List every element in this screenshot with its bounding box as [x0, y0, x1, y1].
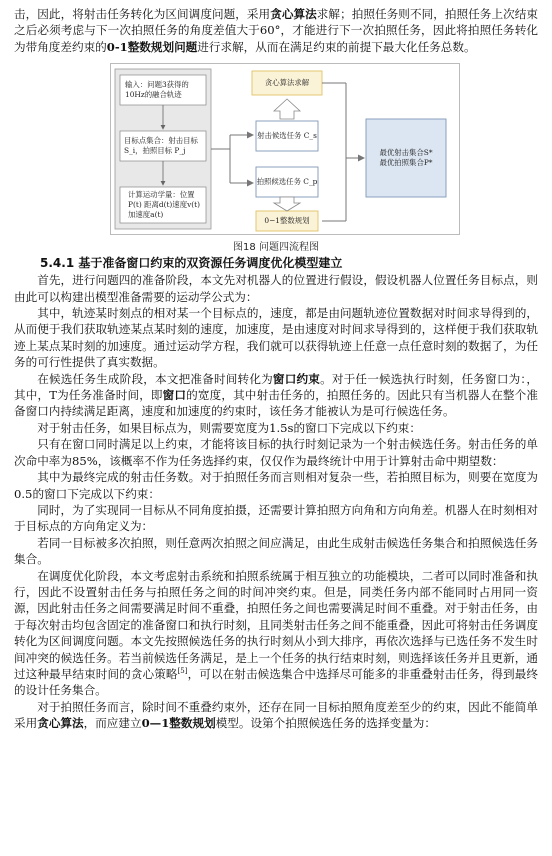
intro-paragraph: 击，因此，将射击任务转化为区间调度问题，采用贪心算法求解；拍照任务则不同，拍照任务上次结束之后必须考虑与下一次拍照任务的角度差值大于60°，才能进行下一次拍照任务，因此将拍照任务转化为带角度差约束的0-1整数规划问题进行求解，从而在满足约束的前提下最大化任务总数。: [14, 7, 538, 54]
paragraph-7: 同时，为了实现同一目标从不同角度拍摄，还需要计算拍照方向角和方向角差。机器人在时刻相对于目标点的方向角定义为：: [14, 502, 538, 534]
paragraph-10: 对于拍照任务而言，除时间不重叠约束外，还存在同一目标拍照角度差至少的约束，因此不能简单采用贪心算法，而应建立0—1整数规划模型。设第个拍照候选任务的选择变量为：: [14, 699, 538, 731]
motion-box: 计算运动学量：位置P(t) 距离d(t)速度v(t) 加速度a(t): [128, 190, 201, 220]
section-title: 5.4.1 基于准备窗口约束的双资源任务调度优化模型建立: [40, 256, 343, 271]
paragraph-4: 对于射击任务，如果目标点为，则需要宽度为1.5s的窗口下完成以下约束：: [37, 420, 421, 435]
paragraph-5: 只有在窗口同时满足以上约束，才能将该目标的执行时刻记录为一个射击候选任务。射击任务的单次命中率为85%，该概率不作为任务选择约束，仅仅作为最终统计中用于计算射击命中期望数：: [14, 437, 538, 468]
ip-box: 0−1整数规划: [264, 216, 310, 226]
paragraph-9: 在调度优化阶段，本文考虑射击系统和拍照系统属于相互独立的功能模块，二者可以同时准备和执行，因此不设置射击任务与拍照任务之间的时间冲突约束。但是，同类任务内部不能同时占用同一资源，因此射击任务之间需要满足时间不重叠，拍照任务之间也需要满足时间不重叠。对于射击任务，由于每次射击均包含固定的准备窗口和执行时刻，且同类射击任务之间不能重叠，因此可将射击任务调度转化为区间调度问题。本文先按照候选任务的执行时刻从小到大排序，再依次选择与已选任务不发生时间冲突的候选任务。若当前候选任务满足，是上一个任务的执行结束时刻，则选择该任务并且更新，通过这种最早结束时间的贪心策略[5]，可以在射击候选集合中选择尽可能多的非重叠射击任务，得到最终的设计任务集合。: [14, 568, 538, 698]
paragraph-6: 其中为最终完成的射击任务数。对于拍照任务而言则相对复杂一些，若拍照目标为，则要在宽度为0.5的窗口下完成以下约束：: [14, 470, 538, 501]
paragraph-1: 首先，进行问题四的准备阶段，本文先对机器人的位置进行假设，假设机器人位置任务目标点，则由此可以构建出模型准备需要的运动学公式为：: [14, 273, 538, 304]
result-line-1: 最优射击集合S*: [379, 148, 433, 158]
shoot-box: 射击候选任务 C_s: [257, 131, 317, 141]
paragraph-3: 在候选任务生成阶段，本文把准备时间转化为窗口约束。对于任一候选执行时刻，任务窗口为：，其中，T为任务准备时间，即窗口的宽度，其中射击任务的，拍照任务的。因此只有当机器人在整个准备窗口内持续满足距离，速度和加速度的约束时，该任务才能被认为是可行候选任务。: [14, 371, 538, 419]
result-box: [366, 119, 446, 197]
photo-box: 拍照候选任务 C_p: [256, 177, 318, 187]
flowchart: [110, 63, 460, 235]
paragraph-8: 若同一目标被多次拍照，则任意两次拍照之间应满足，由此生成射击候选任务集合和拍照候选任务集合。: [14, 535, 538, 567]
result-line-2: 最优拍照集合P*: [379, 158, 433, 168]
citation-ref: [5]: [177, 667, 188, 676]
paragraph-2: 其中，轨迹某时刻点的相对某一个目标点的，速度，都是由问题轨迹位置数据对时间求导得到的，从而便于我们获取轨迹某点某时刻的速度，加速度，是由速度对时间求导得到的，这样便于我们获取轨迹上某点某时刻的加速度。通过运动学方程，我们就可以获得轨迹上任意一点任意时刻的数据了，为任务的可行性提供了真实数据。: [14, 306, 538, 370]
figure-caption: 图18 问题四流程图: [233, 242, 319, 254]
greedy-box: 贪心算法求解: [264, 78, 310, 88]
input-box: 输入：问题3获得的10Hz的融合轨迹: [125, 80, 189, 100]
bold-01-ip: 0-1整数规划问题: [106, 39, 198, 54]
target-box: 目标点集合：射击目标 S_i，拍照目标 P_j: [124, 136, 198, 156]
bold-greedy: 贪心算法: [270, 7, 317, 21]
